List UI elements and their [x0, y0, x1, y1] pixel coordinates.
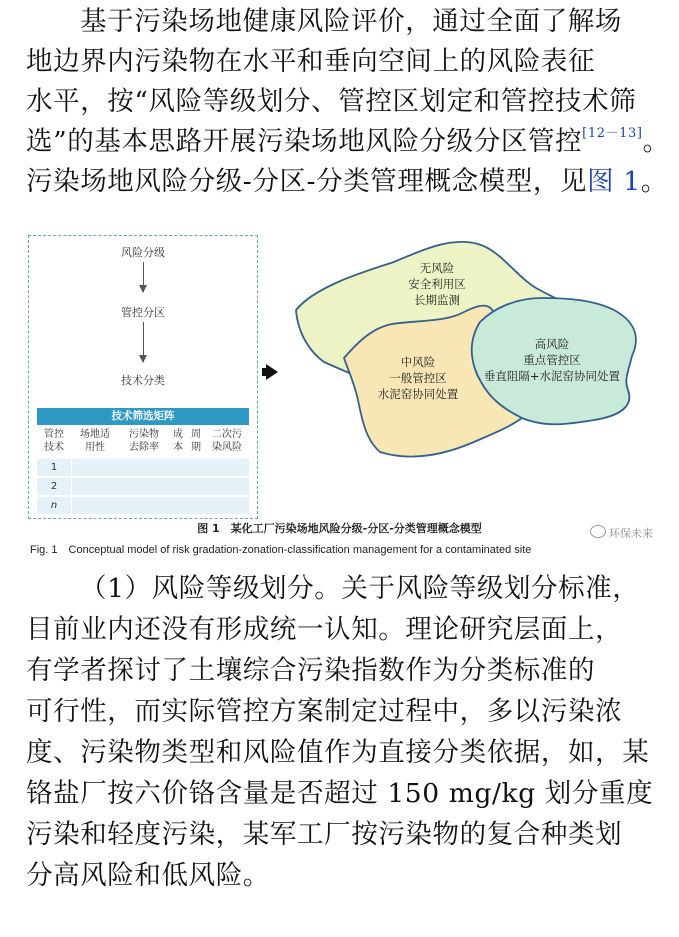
text-line: 目前业内还没有形成统一认知。理论研究层面上， — [26, 614, 623, 645]
matrix-header: 污染物 去除率 — [119, 428, 169, 456]
flow-step-tech-classification: 技术分类 — [121, 374, 165, 387]
intro-paragraph — [26, 2, 670, 202]
figure-1 — [0, 224, 679, 564]
zone-high-label-1: 高风险 — [534, 337, 570, 351]
zone-high-label-3: 垂直阻隔+水泥窑协同处置 — [483, 369, 621, 383]
watermark — [590, 525, 653, 541]
flow-step-zoning: 管控分区 — [121, 306, 165, 319]
matrix-header: 周 期 — [187, 428, 205, 456]
punctuation: 。 — [642, 126, 670, 157]
text-segment: 污染场地风险分级-分区-分类管理概念模型，见 — [26, 166, 588, 197]
text-line: 分高风险和低风险。 — [26, 860, 270, 891]
watermark-text: 环保未来 — [609, 527, 653, 540]
matrix-header: 成 本 — [169, 428, 187, 456]
matrix-row-label: 2 — [37, 477, 71, 495]
punctuation: 。 — [640, 166, 668, 197]
figure-reference-link[interactable]: 图 1 — [587, 166, 641, 197]
text-line: 污染和轻度污染，某军工厂按污染物的复合种类划 — [26, 819, 623, 850]
matrix-row-cells — [71, 458, 249, 476]
matrix-header: 管控 技术 — [37, 428, 71, 456]
text-segment: 选”的基本思路开展污染场地风险分级分区管控 — [26, 126, 583, 157]
matrix-row-cells — [71, 496, 249, 514]
zone-mid-label-2: 一般管控区 — [389, 371, 447, 385]
text-line: 有学者探讨了土壤综合污染指数作为分类标准的 — [26, 655, 596, 686]
matrix-title: 技术筛选矩阵 — [37, 408, 249, 425]
site-zoning-map — [284, 230, 644, 472]
text-line: 基于污染场地健康风险评价，通过全面了解场 — [80, 6, 622, 37]
text-line — [26, 122, 670, 162]
figure-caption-en: Fig. 1 Conceptual model of risk gradation-zonation-classification management for a contaminated site — [30, 544, 532, 556]
down-arrow-icon — [143, 322, 144, 362]
text-line: 水平，按“风险等级划分、管控区划定和管控技术筛 — [26, 86, 637, 117]
text-line — [26, 162, 668, 202]
flow-diagram-panel — [28, 235, 258, 519]
flow-step-risk-grading: 风险分级 — [121, 246, 165, 259]
text-line: 度、污染物类型和风险值作为直接分类依据，如，某 — [26, 737, 650, 768]
zone-low-label-3: 长期监测 — [414, 293, 460, 307]
down-arrow-icon — [143, 262, 144, 292]
zone-low-label-2: 安全利用区 — [408, 277, 466, 291]
text-line: 铬盐厂按六价铬含量是否超过 150 mg/kg 划分重度 — [26, 778, 654, 809]
reference-citation[interactable]: [12－13] — [582, 126, 643, 141]
figure-caption-zh: 图 1 某化工厂污染场地风险分级-分区-分类管理概念模型 — [197, 522, 482, 535]
matrix-row-label: n — [37, 496, 71, 514]
text-line: （1）风险等级划分。关于风险等级划分标准， — [80, 573, 640, 604]
zone-mid-label-3: 水泥窑协同处置 — [377, 387, 459, 401]
risk-grading-paragraph — [26, 568, 656, 896]
matrix-row-label: 1 — [37, 458, 71, 476]
matrix-row-cells — [71, 477, 249, 495]
right-arrow-icon — [266, 364, 278, 380]
matrix-header: 二次污 染风险 — [205, 428, 249, 456]
text-line: 可行性，而实际管控方案制定过程中，多以污染浓 — [26, 696, 623, 727]
zone-low-label-1: 无风险 — [419, 261, 455, 275]
zone-mid-label-1: 中风险 — [400, 355, 436, 369]
matrix-header: 场地适 用性 — [71, 428, 119, 456]
text-line: 地边界内污染物在水平和垂向空间上的风险表征 — [26, 46, 596, 77]
zone-high-label-2: 重点管控区 — [523, 353, 581, 367]
wechat-icon — [590, 525, 606, 538]
tech-screening-matrix — [37, 408, 249, 514]
